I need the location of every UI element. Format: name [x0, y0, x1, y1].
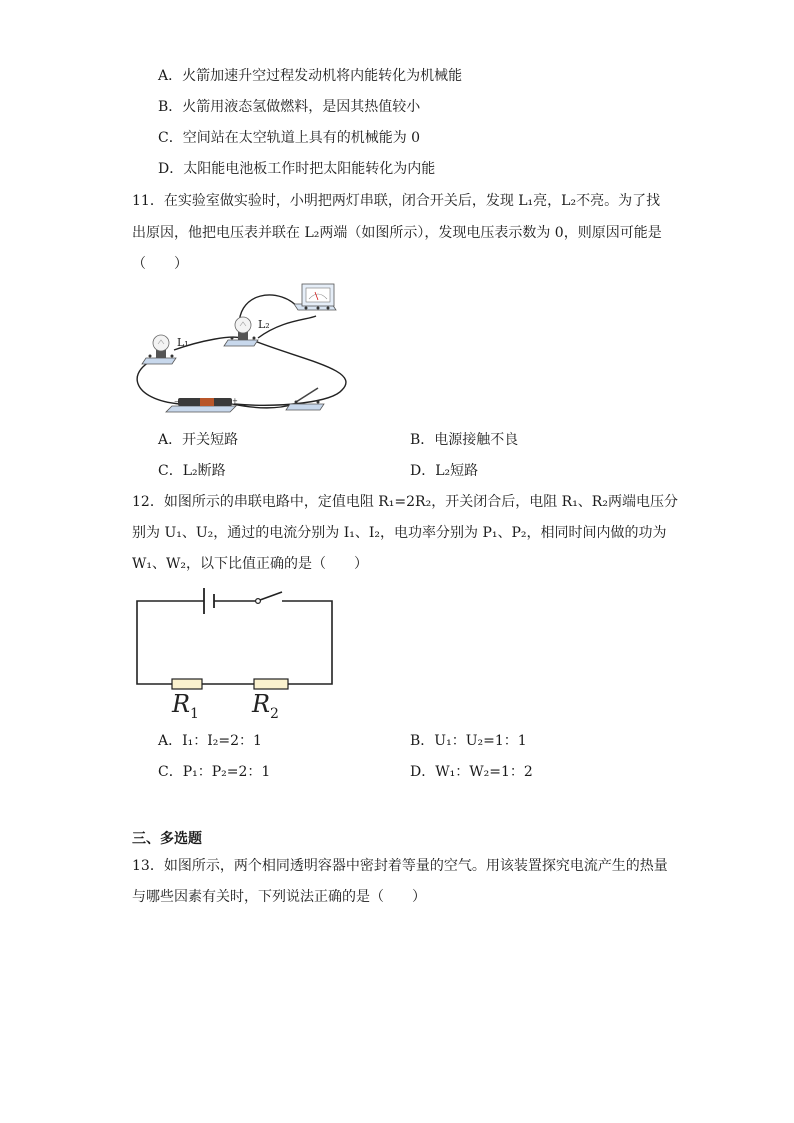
resistor-r2-subscript: 2	[270, 706, 279, 722]
section-heading: 三、多选题	[132, 831, 202, 847]
q11-option-d: D．L₂短路	[410, 463, 479, 479]
q12-stem-line3: W₁、W₂，以下比值正确的是（ ）	[132, 556, 369, 572]
q11-option-a: A．开关短路	[158, 432, 239, 448]
resistor-r1	[172, 679, 202, 689]
resistor-r1-subscript: 1	[190, 706, 199, 722]
q12-option-d: D．W₁：W₂=1：2	[410, 764, 533, 780]
bulb-l2-icon	[224, 317, 258, 346]
q11-stem-line2: 出原因，他把电压表并联在 L₂两端（如图所示），发现电压表示数为 0，则原因可能是	[132, 225, 662, 241]
q11-option-b: B．电源接触不良	[410, 432, 519, 448]
switch-symbol	[256, 592, 282, 603]
q12-option-b: B．U₁：U₂=1：1	[410, 733, 527, 749]
battery-icon	[166, 397, 238, 412]
q10-option-b: B．火箭用液态氢做燃料，是因其热值较小	[158, 99, 421, 115]
battery-symbol	[204, 588, 214, 614]
svg-text:−: −	[174, 398, 180, 406]
q12-stem-line2: 别为 U₁、U₂，通过的电流分别为 I₁、I₂，电功率分别为 P₁、P₂，相同时间内做的功为	[132, 525, 667, 541]
voltmeter-icon	[294, 284, 336, 310]
lamp-l2-label: L₂	[258, 318, 270, 331]
bulb-l1-icon	[142, 335, 176, 364]
q11-option-c: C．L₂断路	[158, 463, 226, 479]
resistor-r1-label: R	[172, 690, 191, 718]
q11-stem-line1: 11．在实验室做实验时，小明把两灯串联，闭合开关后，发现 L₁亮，L₂不亮。为了找	[132, 193, 661, 209]
q12-option-a: A．I₁：I₂=2：1	[158, 733, 262, 749]
q10-option-d: D．太阳能电池板工作时把太阳能转化为内能	[158, 161, 436, 177]
q10-option-c: C．空间站在太空轨道上具有的机械能为 0	[158, 130, 421, 146]
q11-stem-line3: （ ）	[132, 256, 188, 272]
q13-stem-line1: 13．如图所示，两个相同透明容器中密封着等量的空气。用该装置探究电流产生的热量	[132, 858, 668, 874]
resistor-r2-label: R	[252, 690, 271, 718]
svg-text:+: +	[232, 397, 238, 405]
lamp-l1-label: L₁	[177, 336, 189, 349]
q12-circuit-diagram	[132, 584, 342, 724]
q11-circuit-figure	[132, 280, 362, 420]
switch-icon	[286, 388, 324, 410]
resistor-r2	[254, 679, 288, 689]
q10-option-a: A．火箭加速升空过程发动机将内能转化为机械能	[158, 68, 463, 84]
q13-stem-line2: 与哪些因素有关时，下列说法正确的是（ ）	[132, 889, 426, 905]
q12-option-c: C．P₁：P₂=2：1	[158, 764, 271, 780]
q12-stem-line1: 12．如图所示的串联电路中，定值电阻 R₁=2R₂，开关闭合后，电阻 R₁、R₂两端电压分	[132, 494, 678, 510]
